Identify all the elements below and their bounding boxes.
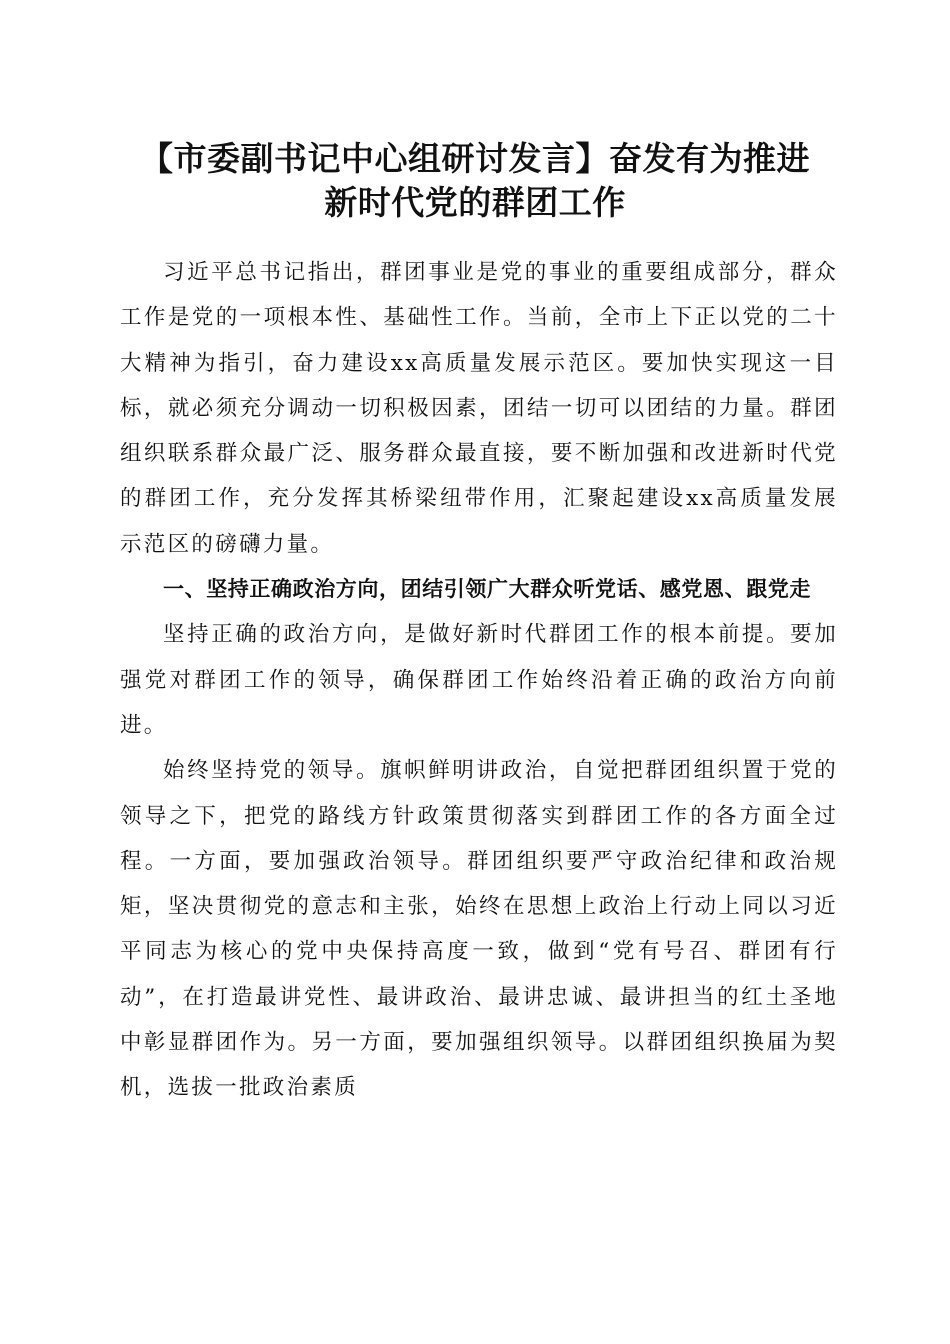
document-title — [100, 137, 850, 225]
intro-paragraph: 习近平总书记指出，群团事业是党的事业的重要组成部分，群众工作是党的一项根本性、基础性工作。当前，全市上下正以党的二十大精神为指引，奋力建设xx高质量发展示范区。要加快实现这一目标，就必须充分调动一切积极因素，团结一切可以团结的力量。群团组织联系群众最广泛、服务群众最直接，要不断加强和改进新时代党的群团工作，充分发挥其桥梁纽带作用，汇聚起建设xx高质量发展示范区的磅礴力量。 — [120, 260, 838, 557]
title-line-2: 新时代党的群团工作 — [324, 183, 626, 222]
body-paragraph: 坚持正确的政治方向，是做好新时代群团工作的根本前提。要加强党对群团工作的领导，确保群团工作始终沿着正确的政治方向前进。 — [120, 622, 838, 738]
body-paragraph: 始终坚持党的领导。旗帜鲜明讲政治，自觉把群团组织置于党的领导之下，把党的路线方针政策贯彻落实到群团工作的各方面全过程。一方面，要加强政治领导。群团组织要严守政治纪律和政治规矩，坚决贯彻党的意志和主张，始终在思想上政治上行动上同以习近平同志为核心的党中央保持高度一致，做到“党有号召、群团有行动”，在打造最讲党性、最讲政治、最讲忠诚、最讲担当的红土圣地中彰显群团作为。另一方面，要加强组织领导。以群团组织换届为契机，选拔一批政治素质 — [120, 758, 838, 1101]
title-line-1: 【市委副书记中心组研讨发言】奋发有为推进 — [140, 139, 810, 178]
section-heading: 一、坚持正确政治方向，团结引领广大群众听党话、感党恩、跟党走 — [163, 577, 811, 602]
document-body — [120, 250, 838, 1111]
